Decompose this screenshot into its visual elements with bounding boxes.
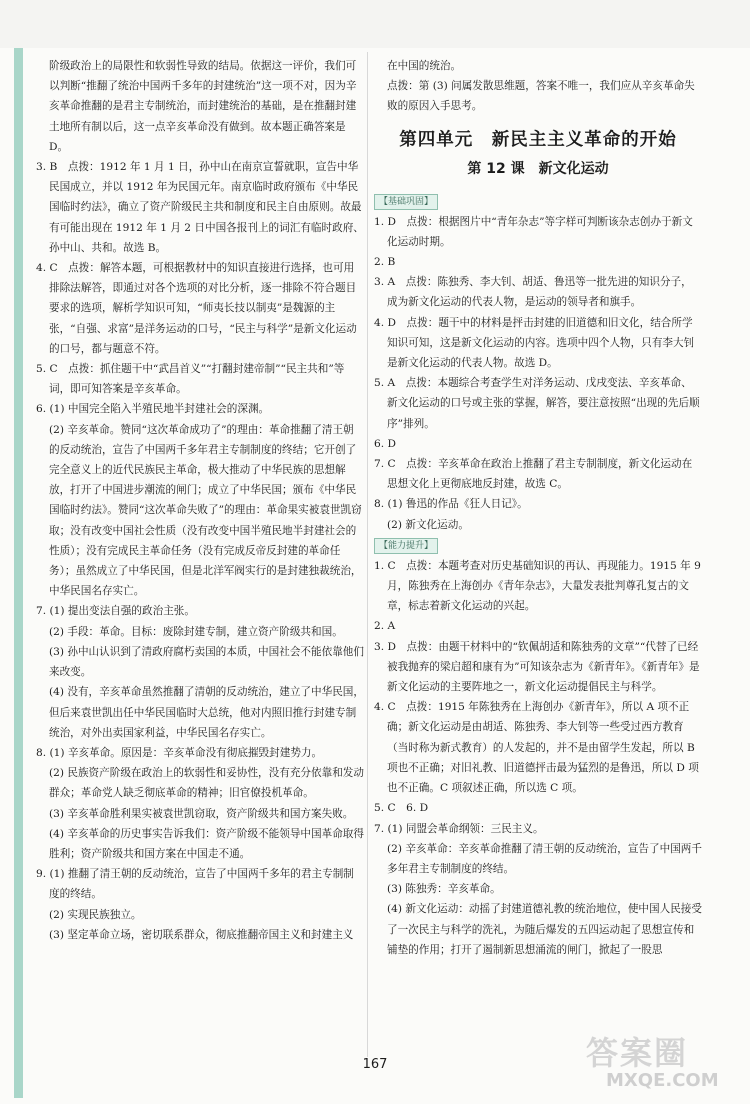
answer-paragraph: 8. (1) 鲁迅的作品《狂人日记》。 <box>374 498 528 511</box>
answer-paragraph: 5. A 点拨：本题综合考查学生对洋务运动、戊戌变法、辛亥革命、新文化运动的口号或主张的掌握，解答，要注意按照“出现的先后顺序”排列。 <box>374 377 700 430</box>
answer-paragraph: 7. (1) 提出变法自强的政治主张。 <box>36 605 195 618</box>
unit-title: 第四单元 新民主主义革命的开始 <box>399 129 677 150</box>
answer-paragraph: (4) 辛亥革命的历史事实告诉我们：资产阶级不能领导中国革命取得胜利；资产阶级共和国方案在中国走不通。 <box>49 827 364 860</box>
answer-paragraph: 5. C 点拨：抓住题干中“武昌首义”“打翻封建帝制”“民主共和”等词，即可知答案是辛亥革命。 <box>36 363 345 396</box>
answer-paragraph: 3. D 点拨：由题干材料中的“钦佩胡适和陈独秀的文章”“代替了已经被我抛弃的梁启超和康有为”可知该杂志为《新青年》。《新青年》是新文化运动的主要阵地之一，新文化运动提倡民主与科学。 <box>374 640 700 694</box>
answer-paragraph: 7. (1) 同盟会革命纲领：三民主义。 <box>374 822 544 835</box>
answer-paragraph: 3. B 点拨：1912 年 1 月 1 日，孙中山在南京宣誓就职，宣告中华民国成立，并以 1912 年为民国元年。南京临时政府颁布《中华民国临时约法》，确立了资产阶级民主共和制度和民主自由原则。故最有可能出现在 1912 年 1 月 2 日中国各报刊上的词汇有临时政府、孙中山、共和。故选 B。 <box>36 161 364 254</box>
answer-paragraph: 8. (1) 辛亥革命。原因是：辛亥革命没有彻底摧毁封建势力。 <box>36 746 323 759</box>
answer-paragraph: (3) 辛亥革命胜利果实被袁世凯窃取，资产阶级共和国方案失败。 <box>49 807 354 820</box>
answer-paragraph: (3) 坚定革命立场，密切联系群众，彻底推翻帝国主义和封建主义 <box>49 928 354 941</box>
answer-paragraph: 1. C 点拨：本题考查对历史基础知识的再认、再现能力。1915 年 9 月，陈独秀在上海创办《青年杂志》，大量发表批判尊孔复古的文章，标志着新文化运动的兴起。 <box>374 559 701 613</box>
answer-paragraph: (2) 辛亥革命：辛亥革命推翻了清王朝的反动统治，宣告了中国两千多年君主专制制度的终结。 <box>387 842 702 875</box>
answer-paragraph: (2) 手段：革命。目标：废除封建专制，建立资产阶级共和国。 <box>49 625 343 638</box>
answer-paragraph: 阶级政治上的局限性和软弱性导致的结局。依据这一评价，我们可以判断“推翻了统治中国两千多年的封建统治”这一项不对，因为辛亥革命推翻的是君主专制统治，而封建统治的基础，是在推翻封建土地所有制以后，这一点辛亥革命没有做到。故本题正确答案是 D。 <box>49 60 357 153</box>
answer-paragraph: 6. (1) 中国完全陷入半殖民地半封建社会的深渊。 <box>36 403 270 416</box>
answer-paragraph: 2. A <box>374 620 396 633</box>
answer-paragraph: (3) 陈独秀：辛亥革命。 <box>387 883 501 896</box>
answer-paragraph: (3) 孙中山认识到了清政府腐朽卖国的本质，中国社会不能依靠他们来改变。 <box>49 645 364 679</box>
page-number: 167 <box>362 1057 388 1072</box>
answer-paragraph: (2) 新文化运动。 <box>387 518 469 531</box>
answer-paragraph: 5. C 6. D <box>374 802 429 815</box>
page-top-band <box>0 0 750 48</box>
section-tag-basic: 【基础巩固】 <box>374 194 438 210</box>
answer-paragraph: (4) 没有，辛亥革命虽然推翻了清朝的反动统治，建立了中华民国，但后来袁世凯出任中华民国临时大总统，他对内照旧推行封建专制统治，对外出卖国家利益，中华民国名存实亡。 <box>49 686 364 739</box>
left-column <box>36 56 364 945</box>
answer-paragraph: (2) 实现民族独立。 <box>49 908 142 921</box>
watermark-url: MXQE.COM <box>606 1070 719 1091</box>
answer-paragraph: (4) 新文化运动：动摇了封建道德礼教的统治地位，使中国人民接受了一次民主与科学的洗礼，为随后爆发的五四运动起了思想宣传和铺垫的作用；打开了遏制新思想涌流的闸门，掀起了一股思 <box>387 903 702 956</box>
right-column <box>374 56 702 960</box>
answer-paragraph: 6. D <box>374 437 396 450</box>
answer-paragraph: 在中国的统治。 <box>387 60 462 72</box>
answer-paragraph: 4. C 点拨：解答本题，可根据教材中的知识直接进行选择，也可用排除法解答，即通过对各个选项的对比分析，逐一排除不符合题目要求的选项，解析学知识可知，“师夷长技以制夷”是魏源的主张，“自强、求富”是洋务运动的口号，“民主与科学”是新文化运动的口号，都与题意不符。 <box>36 262 357 355</box>
answer-paragraph: 1. D 点拨：根据图片中“青年杂志”等字样可判断该杂志创办于新文化运动时期。 <box>374 215 693 248</box>
answer-paragraph: 3. A 点拨：陈独秀、李大钊、胡适、鲁迅等一批先进的知识分子，成为新文化运动的代表人物，是运动的领导者和旗手。 <box>374 276 692 309</box>
answer-paragraph: 4. D 点拨：题干中的材料是抨击封建的旧道德和旧文化，结合所学知识可知，这是新文化运动的内容。选项中四个人物，只有李大钊是新文化运动的代表人物。故选 D。 <box>374 316 695 370</box>
answer-paragraph: 7. C 点拨：辛亥革命在政治上推翻了君主专制制度，新文化运动在思想文化上更彻底地反封建，故选 C。 <box>374 458 693 491</box>
watermark-logo <box>580 1024 740 1098</box>
page-margin-bar <box>14 48 23 1098</box>
lesson-title: 第 12 课 新文化运动 <box>467 160 609 177</box>
column-divider <box>367 52 368 1057</box>
answer-paragraph: 4. C 点拨：1915 年陈独秀在上海创办《新青年》，所以 A 项不正确；新文化运动是由胡适、陈独秀、李大钊等一些受过西方教育（当时称为新式教育）的人发起的，并不是由留学生发起，所以 B 项也不正确；对旧礼教、旧道德抨击最为猛烈的是鲁迅，所以 D 项也不正确。C 项叙述正确，所以选 C 项。 <box>374 701 699 795</box>
answer-paragraph: 9. (1) 推翻了清王朝的反动统治，宣告了中国两千多年的君主专制制度的终结。 <box>36 868 354 901</box>
watermark-text: 答案圈 <box>586 1034 689 1072</box>
answer-paragraph: 2. B <box>374 256 396 269</box>
section-tag-advanced: 【能力提升】 <box>374 538 438 554</box>
answer-paragraph: (2) 辛亥革命。赞同“这次革命成功了”的理由：革命推翻了清王朝的反动统治，宣告了中国两千多年君主专制制度的终结；它开创了完全意义上的近代民族民主革命，极大推动了中华民族的思想解放，打开了中国进步潮流的闸门；成立了中华民国；颁布《中华民国临时约法》。赞同“这次革命失败了”的理由：革命果实被袁世凯窃取；没有改变中国社会性质（没有改变中国半殖民地半封建社会的性质）；没有完成民主革命任务（没有完成反帝反封建的革命任务）；虽然成立了中华民国，但是北洋军阀实行的是封建独裁统治，中华民国名存实亡。 <box>49 423 362 598</box>
answer-paragraph: 点拨：第 (3) 问属发散思维题，答案不唯一，我们应从辛亥革命失败的原因入手思考。 <box>387 80 695 113</box>
answer-paragraph: (2) 民族资产阶级在政治上的软弱性和妥协性，没有充分依靠和发动群众；革命党人缺乏彻底革命的精神；旧官僚投机革命。 <box>49 767 364 800</box>
